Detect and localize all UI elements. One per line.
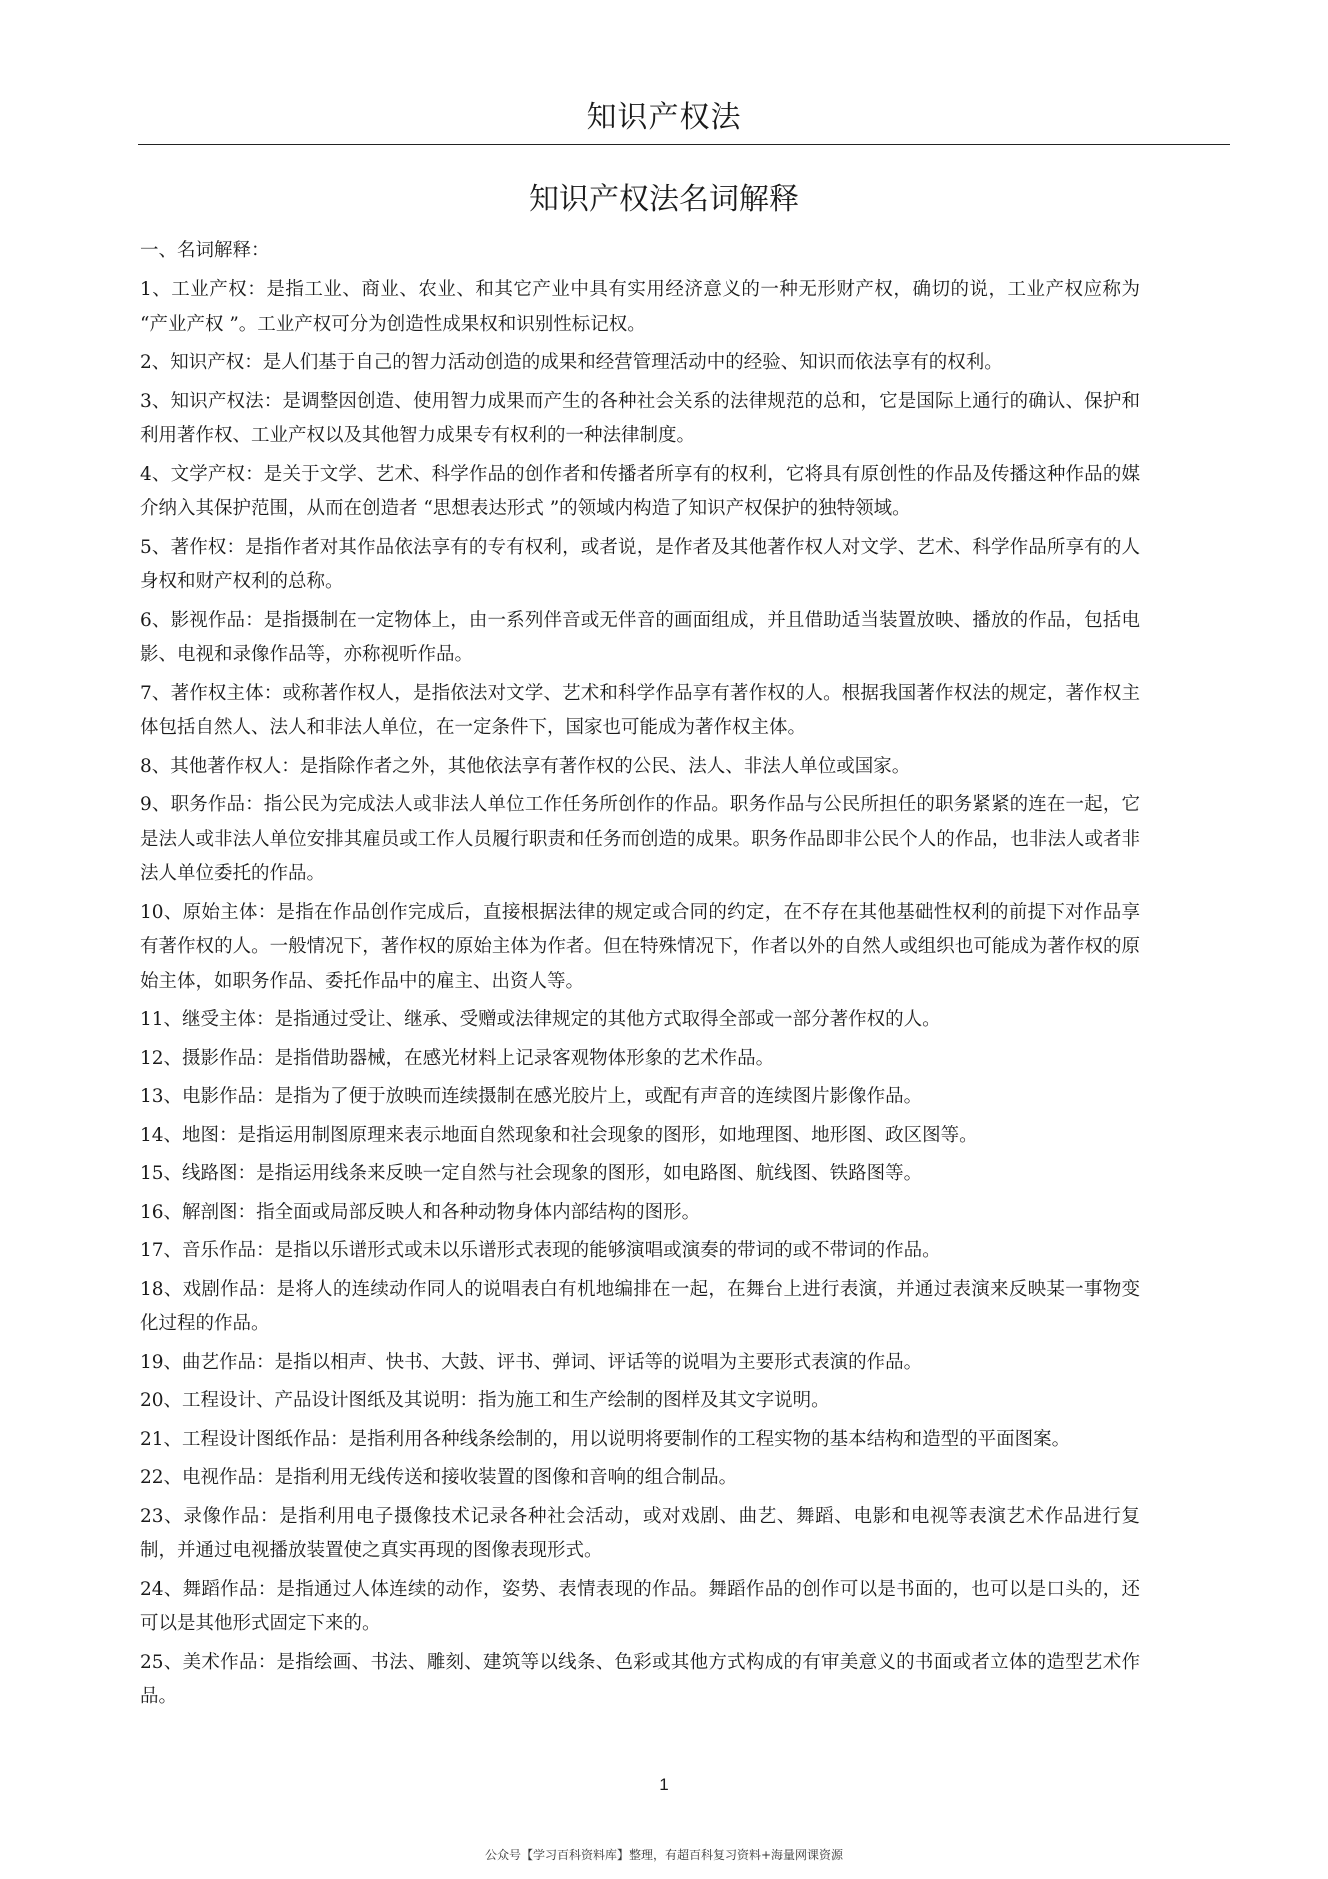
entry-definition: 是指利用各种线条绘制的，用以说明将要制作的工程实物的基本结构和造型的平面图案。	[348, 1428, 1071, 1450]
definition-entry	[140, 346, 1140, 381]
entry-term: 职务作品：	[170, 794, 264, 815]
entry-definition: 指全面或局部反映人和各种动物身体内部结构的图形。	[256, 1201, 701, 1223]
entry-term: 电视作品：	[182, 1467, 275, 1488]
definition-entry	[140, 604, 1140, 673]
entry-number: 10、	[140, 901, 183, 923]
definition-entry	[140, 750, 1140, 785]
entry-term: 美术作品：	[182, 1651, 277, 1673]
entry-definition: 是指工业、商业、农业、和其它产业中具有实用经济意义的一种无形财产权，确切的说，工业产权应称为 “产业产权 ”。工业产权可分为创造性成果权和识别性标记权。	[140, 279, 1140, 335]
page-number: 1	[659, 1775, 669, 1794]
entry-number: 1、	[140, 279, 172, 300]
entry-term: 摄影作品：	[182, 1047, 275, 1069]
definition-entry	[140, 1500, 1140, 1569]
entry-term: 解剖图：	[182, 1201, 257, 1223]
entry-definition: 是指除作者之外，其他依法享有著作权的公民、法人、非法人单位或国家。	[299, 755, 911, 777]
entry-definition: 是指通过受让、继承、受赠或法律规定的其他方式取得全部或一部分著作权的人。	[274, 1009, 941, 1030]
entry-term: 地图：	[182, 1124, 238, 1146]
definition-entry	[140, 1384, 1140, 1419]
entry-definition: 是指利用无线传送和接收装置的图像和音响的组合制品。	[274, 1467, 738, 1488]
entry-definition: 或称著作权人，是指依法对文学、艺术和科学作品享有著作权的人。根据我国著作权法的规定，著作权主体包括自然人、法人和非法人单位，在一定条件下，国家也可能成为著作权主体。	[140, 682, 1140, 738]
entry-number: 8、	[140, 755, 171, 777]
definition-entry	[140, 1346, 1140, 1381]
definition-entry	[140, 385, 1140, 454]
entry-definition: 是指借助器械，在感光材料上记录客观物体形象的艺术作品。	[274, 1047, 775, 1069]
entry-number: 11、	[140, 1009, 183, 1030]
entry-number: 4、	[140, 463, 171, 485]
entry-term: 工程设计、产品设计图纸及其说明：	[182, 1390, 479, 1411]
entry-term: 录像作品：	[183, 1505, 280, 1527]
term-definition-list	[140, 273, 1140, 1719]
entry-term: 继受主体：	[182, 1009, 275, 1030]
definition-entry	[140, 458, 1140, 527]
entry-definition: 是指以乐谱形式或未以乐谱形式表现的能够演唱或演奏的带词的或不带词的作品。	[274, 1240, 941, 1261]
entry-term: 知识产权：	[170, 352, 263, 373]
definition-entry	[140, 788, 1140, 892]
definition-entry	[140, 1157, 1140, 1192]
entry-definition: 是将人的连续动作同人的说唱表白有机地编排在一起，在舞台上进行表演，并通过表演来反映某一事物变化过程的作品。	[140, 1278, 1140, 1334]
entry-number: 25、	[140, 1651, 183, 1673]
definition-entry	[140, 896, 1140, 1000]
definition-entry	[140, 677, 1140, 746]
header-divider	[138, 144, 1230, 145]
entry-definition: 是指通过人体连续的动作，姿势、表情表现的作品。舞蹈作品的创作可以是书面的，也可以是口头的，还可以是其他形式固定下来的。	[140, 1578, 1140, 1634]
definition-entry	[140, 1119, 1140, 1154]
entry-definition: 是关于文学、艺术、科学作品的创作者和传播者所享有的权利，它将具有原创性的作品及传播这种作品的媒介纳入其保护范围，从而在创造者 “思想表达形式 ”的领域内构造了知识产权保护的独特领域。	[140, 463, 1140, 519]
entry-number: 22、	[140, 1467, 183, 1488]
definition-entry	[140, 1573, 1140, 1642]
entry-term: 原始主体：	[182, 901, 277, 923]
entry-term: 戏剧作品：	[182, 1278, 277, 1300]
definition-entry	[140, 1042, 1140, 1077]
definition-entry	[140, 1196, 1140, 1231]
definition-entry	[140, 1234, 1140, 1269]
entry-number: 16、	[140, 1201, 183, 1223]
definition-entry	[140, 531, 1140, 600]
entry-definition: 是指绘画、书法、雕刻、建筑等以线条、色彩或其他方式构成的有审美意义的书面或者立体的造型艺术作品。	[140, 1651, 1140, 1707]
entry-number: 17、	[140, 1240, 183, 1261]
entry-definition: 是指在作品创作完成后，直接根据法律的规定或合同的约定，在不存在其他基础性权利的前提下对作品享有著作权的人。一般情况下，著作权的原始主体为作者。但在特殊情况下，作者以外的自然人或组织也可能成为著作权的原始主体，如职务作品、委托作品中的雇主、出资人等。	[140, 901, 1140, 992]
entry-definition: 是指摄制在一定物体上，由一系列伴音或无伴音的画面组成，并且借助适当装置放映、播放的作品，包括电影、电视和录像作品等，亦称视听作品。	[140, 609, 1140, 665]
entry-definition: 是调整因创造、使用智力成果而产生的各种社会关系的法律规范的总和，它是国际上通行的确认、保护和利用著作权、工业产权以及其他智力成果专有权利的一种法律制度。	[140, 390, 1140, 446]
entry-term: 著作权主体：	[170, 682, 283, 704]
entry-number: 15、	[140, 1163, 183, 1184]
entry-definition: 是指为了便于放映而连续摄制在感光胶片上，或配有声音的连续图片影像作品。	[274, 1086, 923, 1107]
running-header-title: 知识产权法	[586, 100, 742, 135]
entry-number: 20、	[140, 1390, 183, 1411]
entry-term: 著作权：	[170, 536, 246, 558]
entry-definition: 是指利用电子摄像技术记录各种社会活动，或对戏剧、曲艺、舞蹈、电影和电视等表演艺术作品进行复制，并通过电视播放装置使之真实再现的图像表现形式。	[140, 1505, 1140, 1561]
entry-number: 24、	[140, 1578, 183, 1600]
entry-number: 13、	[140, 1086, 183, 1107]
entry-number: 18、	[140, 1278, 183, 1300]
entry-definition: 是人们基于自己的智力活动创造的成果和经营管理活动中的经验、知识而依法享有的权利。	[262, 352, 1003, 373]
entry-term: 其他著作权人：	[170, 755, 300, 777]
entry-number: 12、	[140, 1047, 183, 1069]
entry-term: 音乐作品：	[182, 1240, 275, 1261]
entry-definition: 指为施工和生产绘制的图样及其文字说明。	[478, 1390, 830, 1411]
entry-number: 21、	[140, 1428, 183, 1450]
definition-entry	[140, 1003, 1140, 1038]
entry-term: 曲艺作品：	[182, 1351, 275, 1373]
definition-entry	[140, 1461, 1140, 1496]
entry-term: 电影作品：	[182, 1086, 275, 1107]
entry-number: 23、	[140, 1505, 184, 1527]
entry-number: 2、	[140, 352, 171, 373]
definition-entry	[140, 273, 1140, 342]
entry-term: 文学产权：	[170, 463, 264, 485]
entry-number: 5、	[140, 536, 171, 558]
entry-term: 线路图：	[182, 1163, 257, 1184]
entry-number: 9、	[140, 794, 171, 815]
entry-term: 影视作品：	[170, 609, 264, 631]
entry-number: 7、	[140, 682, 171, 704]
entry-term: 工业产权：	[171, 279, 267, 300]
footer-note: 公众号【学习百科资料库】整理，有超百科复习资料+海量网课资源	[484, 1848, 844, 1862]
section-heading: 一、名词解释：	[140, 240, 270, 261]
entry-term: 工程设计图纸作品：	[182, 1428, 349, 1450]
entry-definition: 是指运用线条来反映一定自然与社会现象的图形，如电路图、航线图、铁路图等。	[256, 1163, 923, 1184]
definition-entry	[140, 1423, 1140, 1458]
definition-entry	[140, 1080, 1140, 1115]
entry-number: 6、	[140, 609, 171, 631]
entry-definition: 是指以相声、快书、大鼓、评书、弹词、评话等的说唱为主要形式表演的作品。	[274, 1351, 923, 1373]
entry-definition: 指公民为完成法人或非法人单位工作任务所创作的作品。职务作品与公民所担任的职务紧紧的连在一起，它是法人或非法人单位安排其雇员或工作人员履行职责和任务而创造的成果。职务作品即非公民个人的作品，也非法人或者非法人单位委托的作品。	[140, 794, 1140, 884]
entry-definition: 是指运用制图原理来表示地面自然现象和社会现象的图形，如地理图、地形图、政区图等。	[237, 1124, 978, 1146]
entry-term: 舞蹈作品：	[182, 1578, 277, 1600]
entry-number: 19、	[140, 1351, 183, 1373]
document-title: 知识产权法名词解释	[529, 182, 799, 217]
entry-number: 3、	[140, 390, 171, 412]
entry-definition: 是指作者对其作品依法享有的专有权利，或者说，是作者及其他著作权人对文学、艺术、科学作品所享有的人身权和财产权利的总称。	[140, 536, 1140, 592]
definition-entry	[140, 1646, 1140, 1715]
definition-entry	[140, 1273, 1140, 1342]
entry-term: 知识产权法：	[170, 390, 283, 412]
entry-number: 14、	[140, 1124, 183, 1146]
